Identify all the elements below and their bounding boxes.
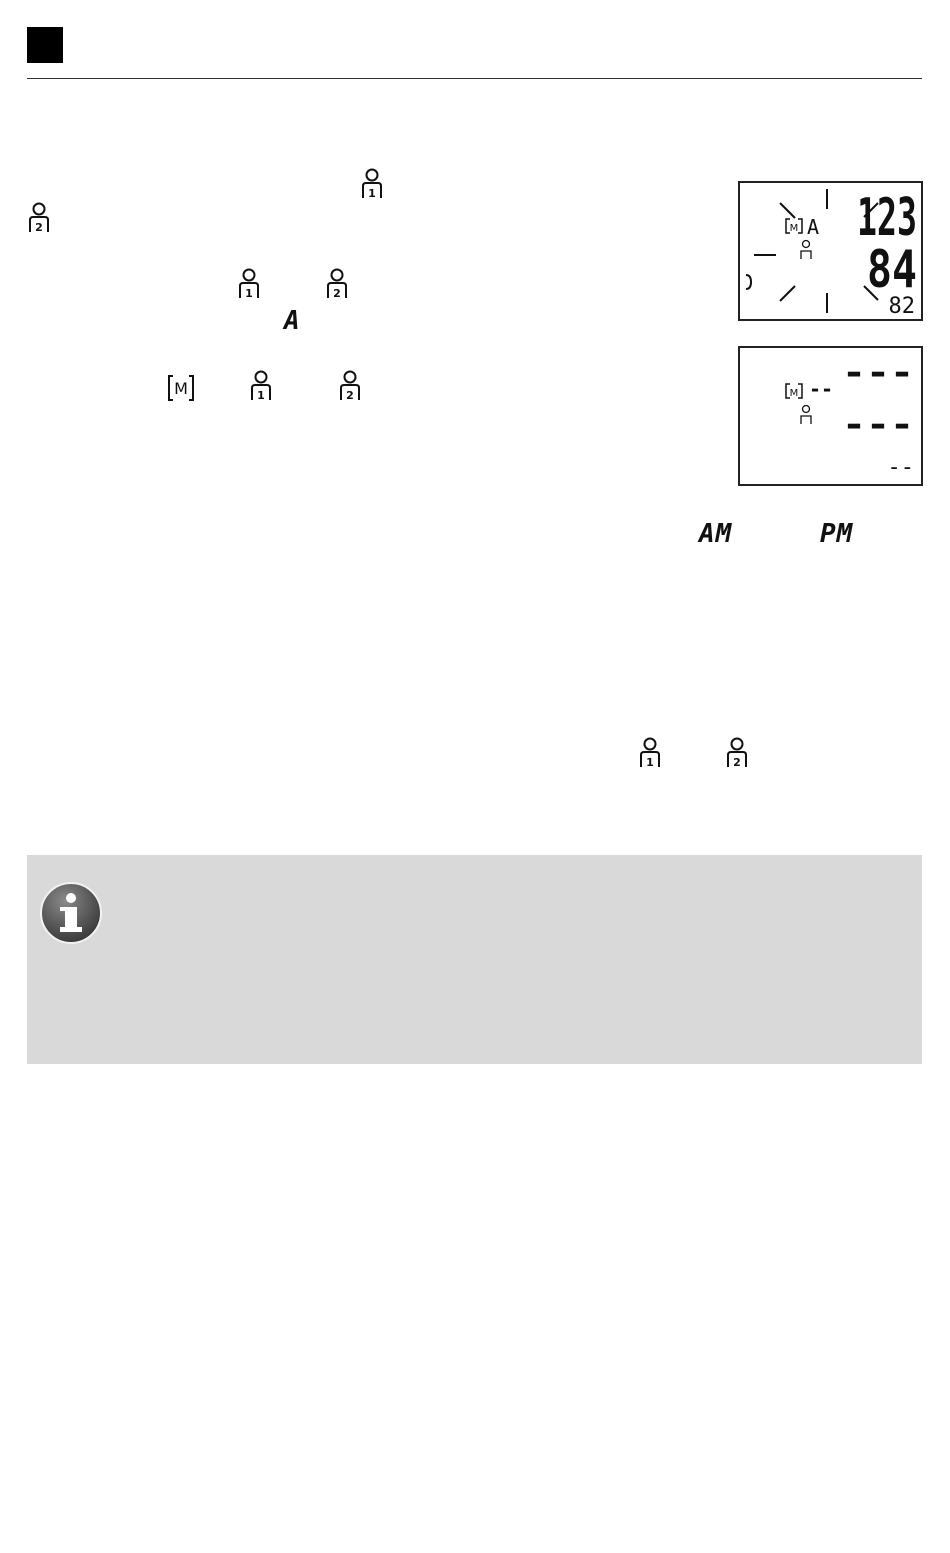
systolic-value: --- bbox=[842, 353, 914, 393]
diastolic-value: --- bbox=[842, 405, 914, 445]
user-2-icon bbox=[338, 370, 362, 402]
pulse-value: 82 bbox=[888, 294, 915, 319]
svg-text:2: 2 bbox=[733, 756, 741, 769]
memory-icon bbox=[166, 374, 196, 406]
user-1-icon bbox=[237, 268, 261, 300]
user-1-icon bbox=[360, 168, 384, 200]
lcd-tick bbox=[780, 286, 795, 301]
pm-indicator: PM bbox=[820, 519, 854, 549]
svg-text:1: 1 bbox=[245, 287, 253, 300]
info-icon bbox=[39, 881, 103, 945]
user-2-icon bbox=[725, 737, 749, 769]
svg-text:1: 1 bbox=[646, 756, 654, 769]
header-divider bbox=[27, 78, 922, 79]
info-panel bbox=[27, 855, 922, 1064]
svg-text:1: 1 bbox=[257, 389, 265, 402]
systolic-value: 123 bbox=[857, 188, 917, 248]
diastolic-value: 84 bbox=[867, 240, 917, 300]
average-icon: A bbox=[284, 306, 300, 336]
section-marker bbox=[27, 27, 63, 63]
user-2-icon bbox=[27, 202, 51, 234]
pulse-value: -- bbox=[887, 455, 914, 480]
user-1-icon bbox=[249, 370, 273, 402]
lcd-tick bbox=[780, 203, 795, 218]
memory-value: -- bbox=[809, 377, 834, 401]
svg-text:1: 1 bbox=[368, 187, 376, 200]
svg-text:2: 2 bbox=[333, 287, 341, 300]
lcd-display-reading bbox=[738, 181, 923, 321]
svg-text:2: 2 bbox=[346, 389, 354, 402]
memory-icon bbox=[786, 219, 802, 234]
user-1-icon bbox=[638, 737, 662, 769]
am-indicator: AM bbox=[699, 519, 733, 549]
lcd-display-empty bbox=[738, 346, 923, 486]
user-icon bbox=[801, 406, 811, 425]
user-2-icon bbox=[325, 268, 349, 300]
memory-icon bbox=[786, 384, 802, 399]
user-icon bbox=[801, 241, 811, 260]
average-label: A bbox=[807, 215, 820, 239]
svg-text:M: M bbox=[789, 223, 799, 234]
svg-text:M: M bbox=[174, 379, 188, 398]
svg-text:2: 2 bbox=[35, 221, 43, 234]
cuff-indicator-icon bbox=[746, 275, 751, 289]
svg-text:M: M bbox=[789, 388, 799, 399]
